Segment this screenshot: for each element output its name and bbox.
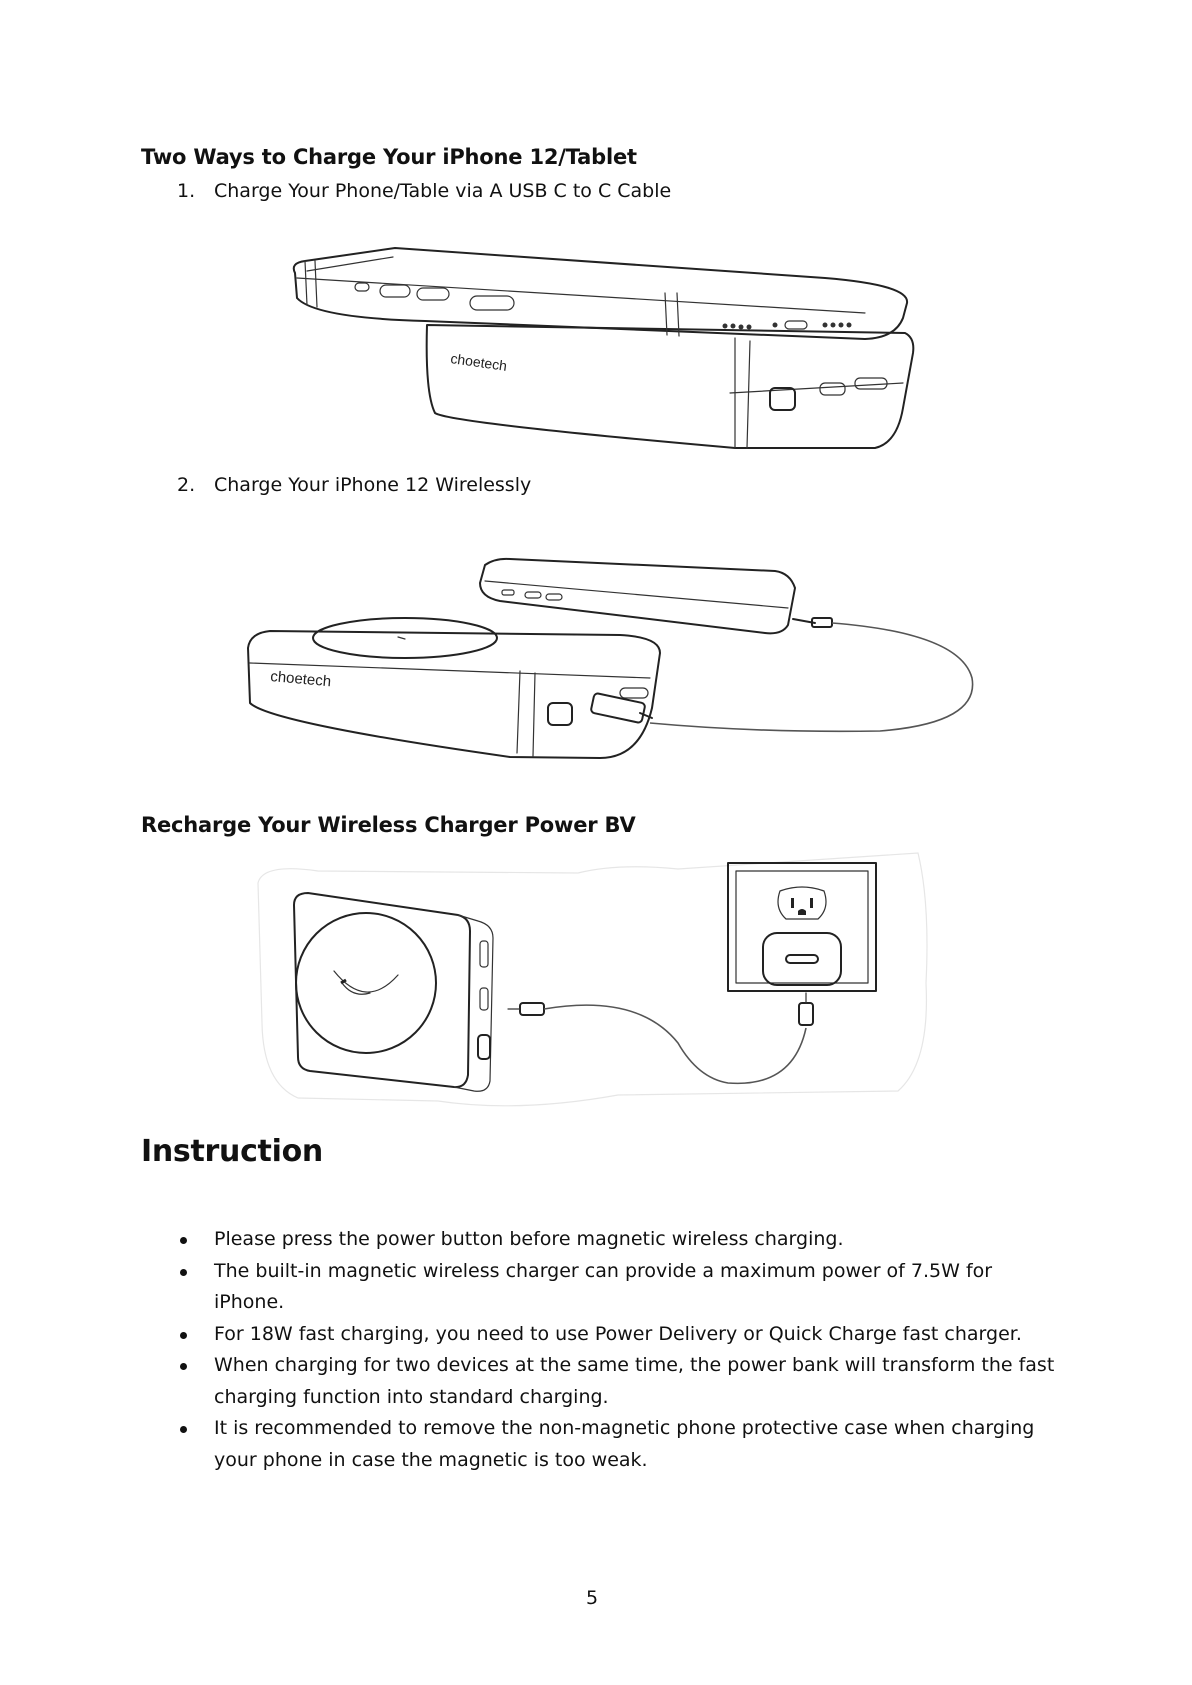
list-item [177, 1413, 1057, 1476]
bullet-icon [180, 1363, 187, 1370]
list-item [177, 1319, 1057, 1351]
brand-mark-figure1: choetech [449, 350, 509, 374]
page-number: 5 [586, 1587, 599, 1609]
list-number-2: 2. [177, 474, 196, 496]
bullet-icon [180, 1332, 187, 1339]
section-heading-charge-ways: Two Ways to Charge Your iPhone 12/Tablet [141, 145, 637, 169]
list-item [177, 1256, 1057, 1319]
bullet-icon [180, 1426, 187, 1433]
brand-mark-figure2: choetech [269, 668, 332, 691]
bullet-text: When charging for two devices at the same time, the power bank will transform the fast charging function into standard charging. [214, 1354, 1055, 1408]
list-item-usb-cable: Charge Your Phone/Table via A USB C to C Cable [214, 180, 672, 202]
bullet-icon [180, 1269, 187, 1276]
bullet-text: It is recommended to remove the non-magnetic phone protective case when charging your phone in case the magnetic is too weak. [214, 1417, 1035, 1471]
figure-wireless-charging [240, 553, 980, 758]
instruction-heading: Instruction [141, 1134, 323, 1169]
list-number-1: 1. [177, 180, 196, 202]
list-item-wireless: Charge Your iPhone 12 Wirelessly [214, 474, 532, 496]
bullet-icon [180, 1237, 187, 1244]
bullet-text: For 18W fast charging, you need to use Power Delivery or Quick Charge fast charger. [214, 1322, 1022, 1345]
list-item [177, 1224, 1057, 1256]
bullet-text: Please press the power button before magnetic wireless charging. [214, 1228, 844, 1250]
figure-recharge-powerbank [258, 843, 930, 1108]
section-heading-recharge: Recharge Your Wireless Charger Power BV [141, 813, 636, 837]
instruction-list [177, 1224, 1057, 1476]
bullet-text: The built-in magnetic wireless charger can provide a maximum power of 7.5W for iPhone. [214, 1259, 993, 1313]
list-item [177, 1350, 1057, 1413]
figure-phone-on-powerbank [285, 243, 915, 453]
